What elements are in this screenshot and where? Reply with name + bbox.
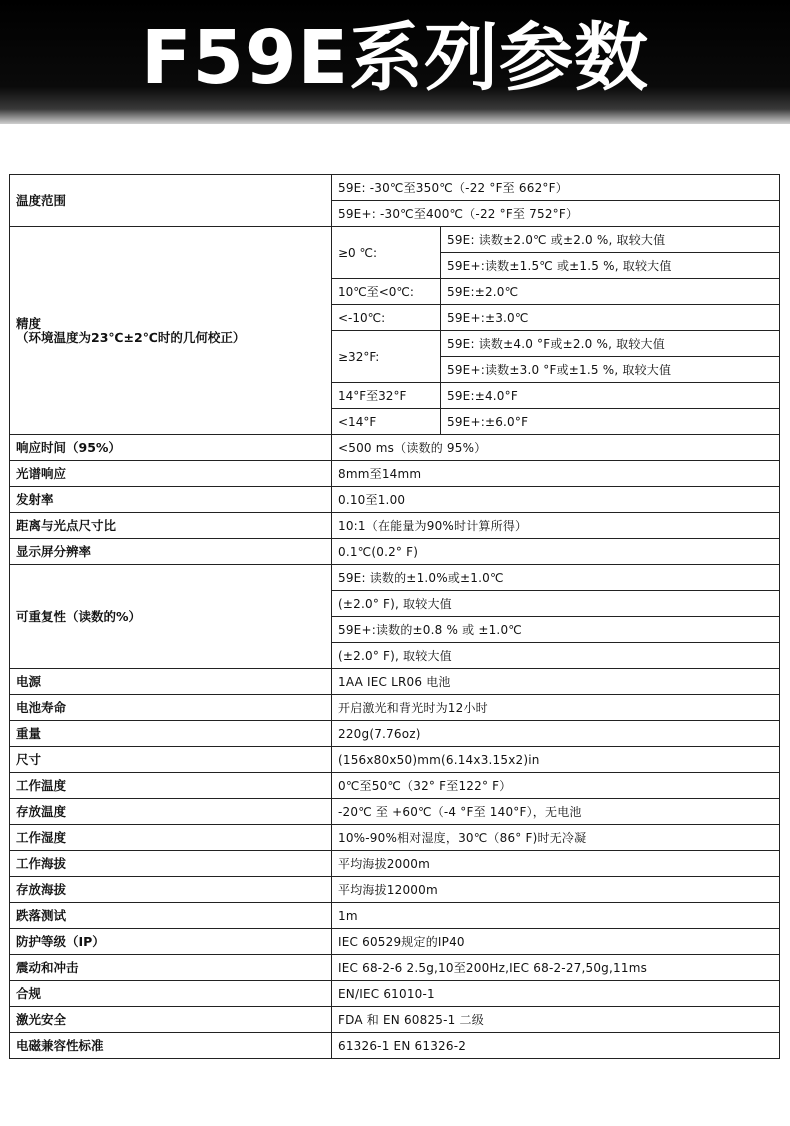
condition-label: ≥0 ℃: xyxy=(332,227,441,279)
accuracy-condition: （环境温度为23℃±2℃时的几何校正） xyxy=(16,329,246,345)
row-value: 59E:±4.0°F xyxy=(441,383,780,409)
row-value: 1m xyxy=(332,903,780,929)
table-row xyxy=(10,669,780,695)
table-row xyxy=(10,903,780,929)
row-label: 跌落测试 xyxy=(10,903,332,929)
row-label: 电磁兼容性标准 xyxy=(10,1033,332,1059)
table-row xyxy=(10,747,780,773)
row-label: 激光安全 xyxy=(10,1007,332,1033)
condition-label: 14°F至32°F xyxy=(332,383,441,409)
table-row xyxy=(10,435,780,461)
row-value: -20℃ 至 +60℃（-4 °F至 140°F），无电池 xyxy=(332,799,780,825)
row-value: 1AA IEC LR06 电池 xyxy=(332,669,780,695)
spec-table xyxy=(9,174,780,1059)
row-value: 平均海拔12000m xyxy=(332,877,780,903)
row-label: 可重复性（读数的%） xyxy=(10,565,332,669)
table-row-repeatability xyxy=(10,565,780,591)
title-banner xyxy=(0,0,790,124)
row-value: 59E: -30℃至350℃（-22 °F至 662°F） xyxy=(332,175,780,201)
row-label: 电源 xyxy=(10,669,332,695)
row-label: 存放温度 xyxy=(10,799,332,825)
row-value: <500 ms（读数的 95%） xyxy=(332,435,780,461)
row-value: 59E: 读数±2.0℃ 或±2.0 %, 取较大值 xyxy=(441,227,780,253)
table-row xyxy=(10,929,780,955)
row-value: IEC 68-2-6 2.5g,10至200Hz,IEC 68-2-27,50g,11ms xyxy=(332,955,780,981)
row-value: 59E+:读数±1.5℃ 或±1.5 %, 取较大值 xyxy=(441,253,780,279)
table-row xyxy=(10,1033,780,1059)
row-value: 59E+:±6.0°F xyxy=(441,409,780,435)
row-label: 合规 xyxy=(10,981,332,1007)
row-value: (±2.0° F), 取较大值 xyxy=(332,591,780,617)
row-value: 59E: 读数的±1.0%或±1.0℃ xyxy=(332,565,780,591)
accuracy-label: 精度 xyxy=(16,315,42,331)
row-value: EN/IEC 61010-1 xyxy=(332,981,780,1007)
table-row xyxy=(10,539,780,565)
row-value: 平均海拔2000m xyxy=(332,851,780,877)
row-label: 重量 xyxy=(10,721,332,747)
row-label: 电池寿命 xyxy=(10,695,332,721)
row-label: 显示屏分辨率 xyxy=(10,539,332,565)
table-row xyxy=(10,513,780,539)
row-label: 发射率 xyxy=(10,487,332,513)
row-value: 0.10至1.00 xyxy=(332,487,780,513)
table-row xyxy=(10,799,780,825)
condition-label: <-10℃: xyxy=(332,305,441,331)
row-value: 59E+: -30℃至400℃（-22 °F至 752°F） xyxy=(332,201,780,227)
row-value: (±2.0° F), 取较大值 xyxy=(332,643,780,669)
row-value: 59E+:±3.0℃ xyxy=(441,305,780,331)
table-row-accuracy xyxy=(10,227,780,253)
page-title: F59E系列参数 xyxy=(140,15,650,101)
row-value: 开启激光和背光时为12小时 xyxy=(332,695,780,721)
row-label: 震动和冲击 xyxy=(10,955,332,981)
row-value: FDA 和 EN 60825-1 二级 xyxy=(332,1007,780,1033)
row-value: 0℃至50℃（32° F至122° F） xyxy=(332,773,780,799)
table-row xyxy=(10,877,780,903)
table-row xyxy=(10,1007,780,1033)
row-label: 存放海拔 xyxy=(10,877,332,903)
table-row xyxy=(10,955,780,981)
table-row xyxy=(10,461,780,487)
row-label: 光谱响应 xyxy=(10,461,332,487)
table-row xyxy=(10,825,780,851)
row-value: 8mm至14mm xyxy=(332,461,780,487)
row-value: (156x80x50)mm(6.14x3.15x2)in xyxy=(332,747,780,773)
table-row xyxy=(10,851,780,877)
table-row-temp-range xyxy=(10,175,780,201)
row-value: 59E: 读数±4.0 °F或±2.0 %, 取较大值 xyxy=(441,331,780,357)
table-row xyxy=(10,773,780,799)
row-label xyxy=(10,227,332,435)
row-value: 10:1（在能量为90%时计算所得） xyxy=(332,513,780,539)
table-row xyxy=(10,721,780,747)
row-value: IEC 60529规定的IP40 xyxy=(332,929,780,955)
row-label: 防护等级（IP） xyxy=(10,929,332,955)
condition-label: ≥32°F: xyxy=(332,331,441,383)
row-value: 59E:±2.0℃ xyxy=(441,279,780,305)
row-value: 220g(7.76oz) xyxy=(332,721,780,747)
row-label: 响应时间（95%） xyxy=(10,435,332,461)
row-label: 工作海拔 xyxy=(10,851,332,877)
row-label: 距离与光点尺寸比 xyxy=(10,513,332,539)
table-row xyxy=(10,981,780,1007)
table-row xyxy=(10,695,780,721)
condition-label: 10℃至<0℃: xyxy=(332,279,441,305)
condition-label: <14°F xyxy=(332,409,441,435)
table-row xyxy=(10,487,780,513)
row-label: 尺寸 xyxy=(10,747,332,773)
row-label: 工作湿度 xyxy=(10,825,332,851)
row-value: 59E+:读数的±0.8 % 或 ±1.0℃ xyxy=(332,617,780,643)
row-label: 工作温度 xyxy=(10,773,332,799)
row-value: 59E+:读数±3.0 °F或±1.5 %, 取较大值 xyxy=(441,357,780,383)
row-value: 61326-1 EN 61326-2 xyxy=(332,1033,780,1059)
row-value: 0.1℃(0.2° F) xyxy=(332,539,780,565)
row-label: 温度范围 xyxy=(10,175,332,227)
row-value: 10%-90%相对湿度，30℃（86° F)时无冷凝 xyxy=(332,825,780,851)
